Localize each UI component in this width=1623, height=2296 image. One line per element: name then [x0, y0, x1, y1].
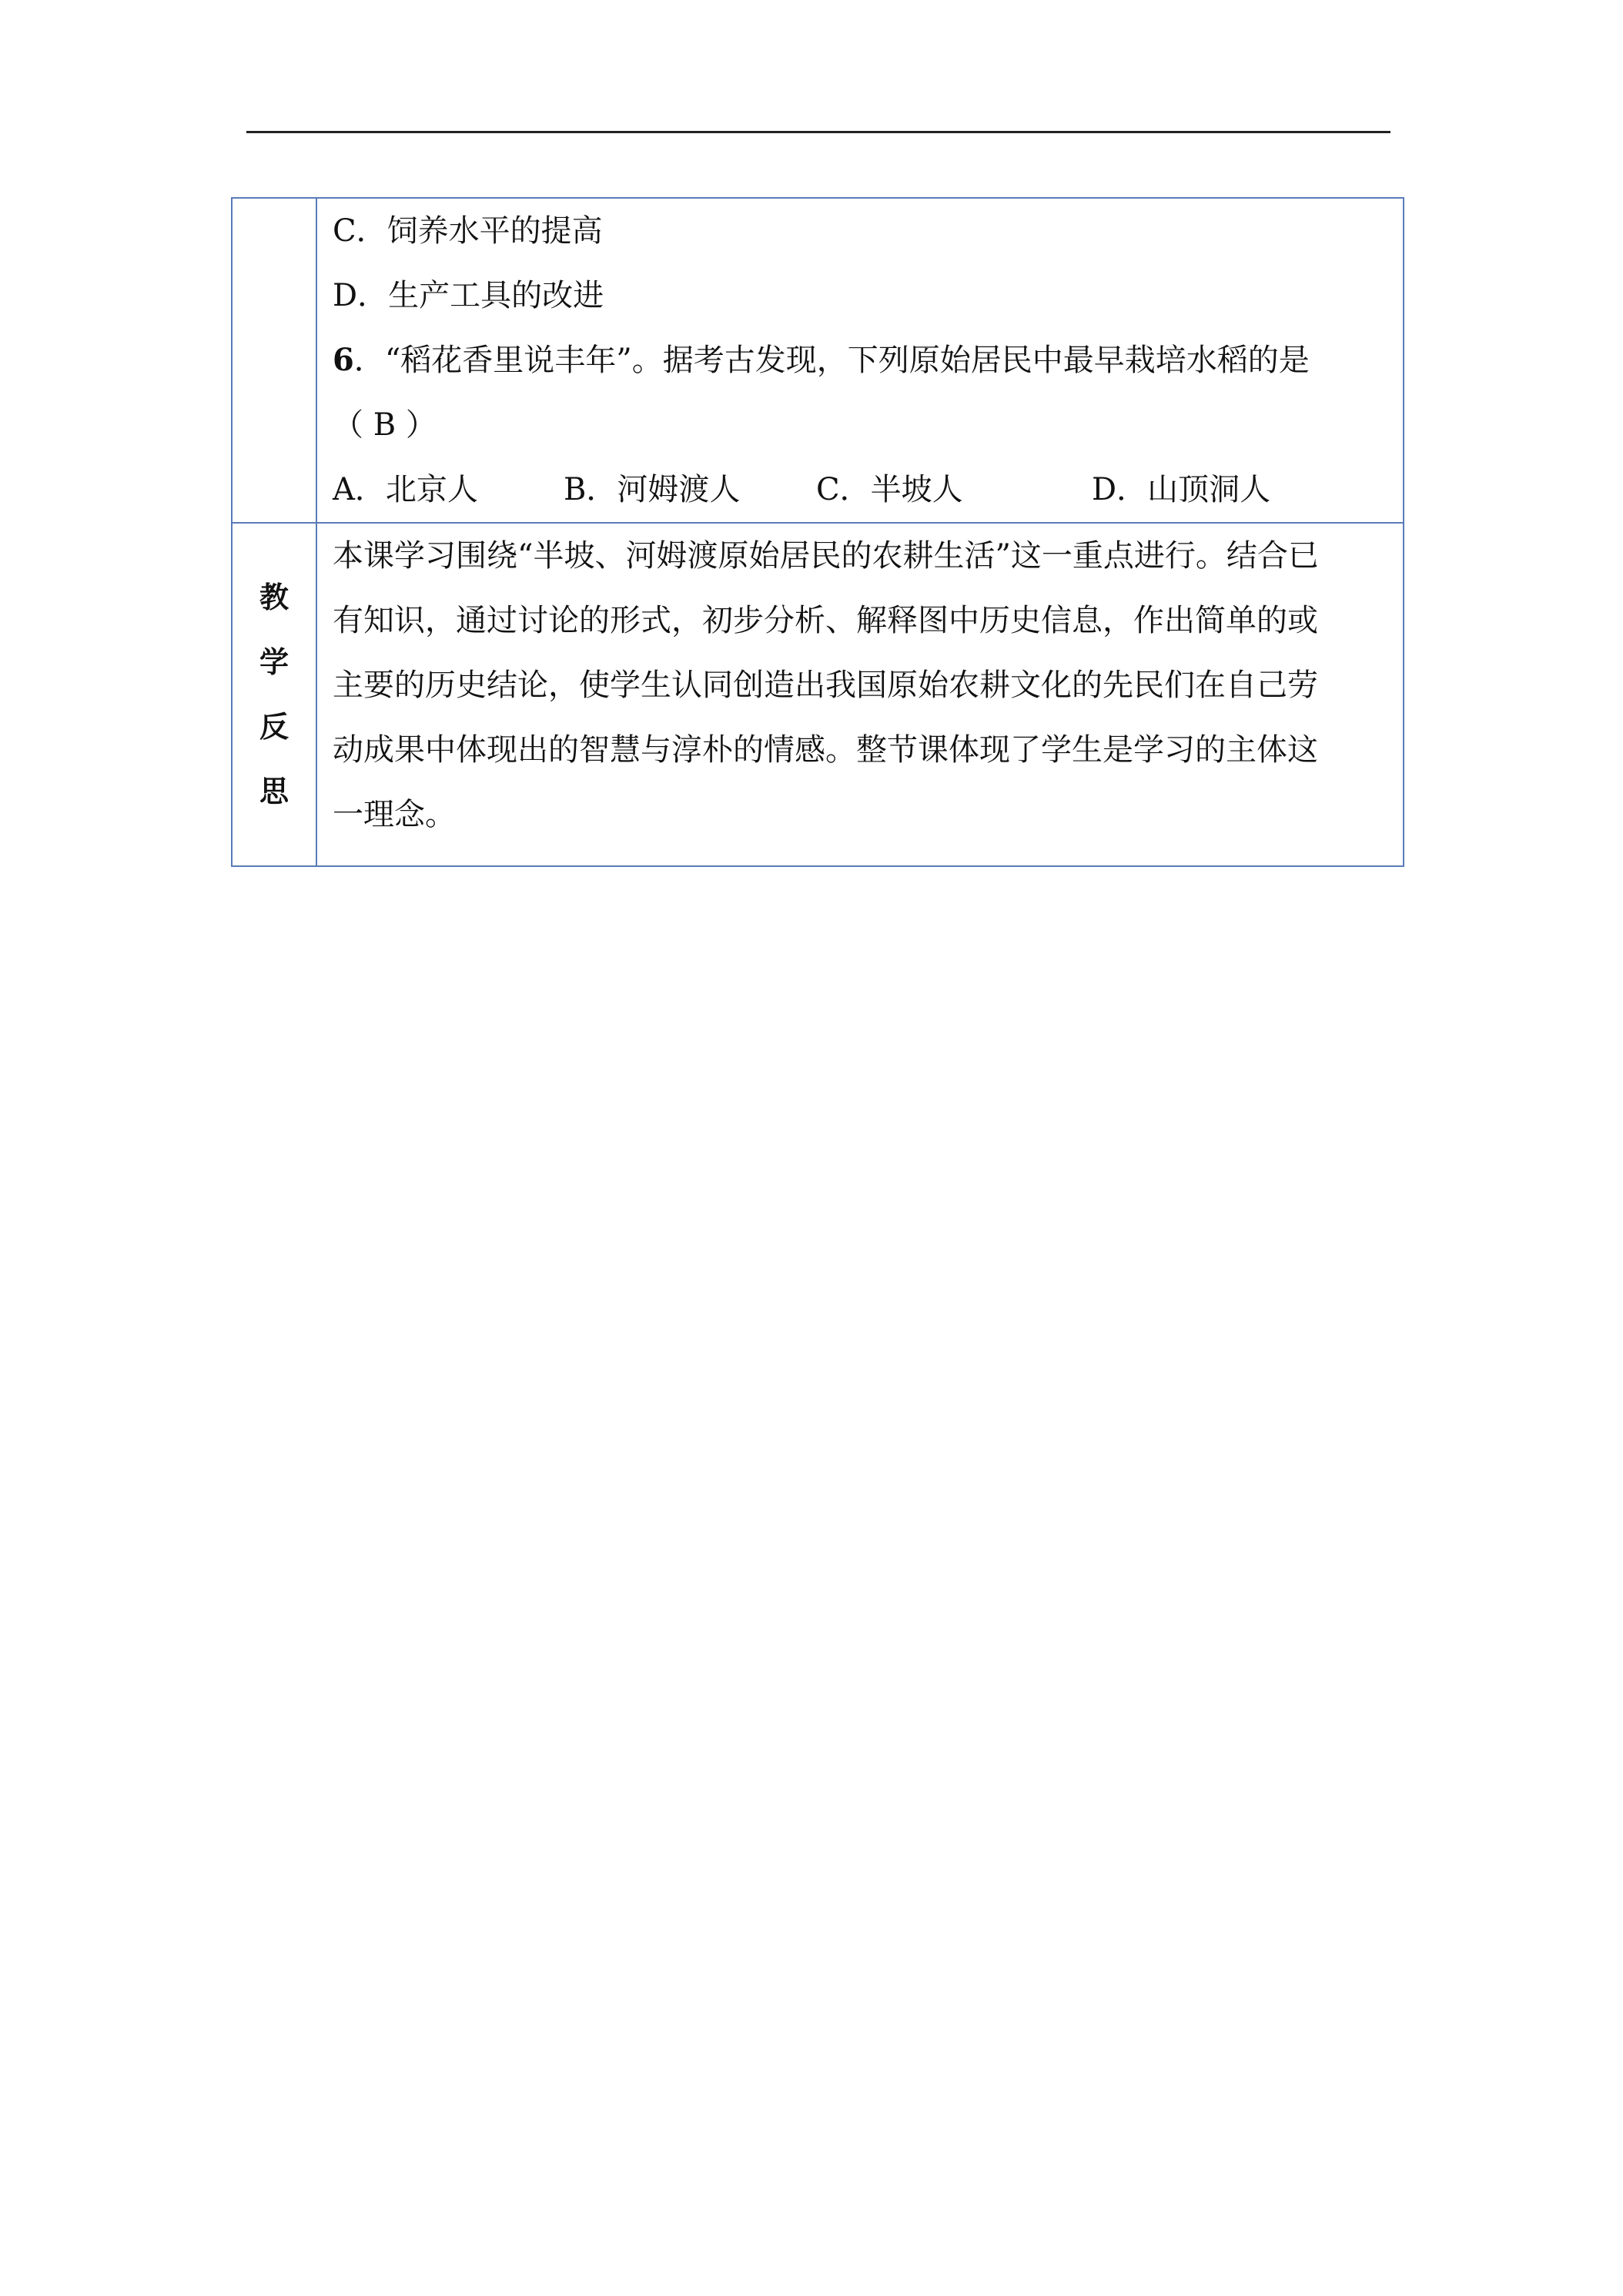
exercise-label-cell: [232, 198, 316, 523]
exercise-row: [232, 198, 1404, 523]
lesson-table: [231, 197, 1404, 867]
header-rule: [246, 131, 1390, 133]
question-6-text: [333, 328, 1394, 393]
question-6-options: [333, 457, 1394, 522]
question-6-stem: ．“稻花香里说丰年”。据考古发现，下列原始居民中最早栽培水稻的是: [353, 343, 1310, 378]
reflection-label-char-4: 思: [259, 775, 289, 808]
reflection-content-cell: [316, 523, 1404, 866]
reflection-line-5: 一理念。: [333, 797, 456, 832]
reflection-label-char-3: 反: [259, 710, 289, 744]
reflection-label-char-2: 学: [259, 645, 289, 679]
question-6-option-b: B．河姆渡人: [564, 472, 741, 507]
reflection-label-cell: [232, 523, 316, 866]
reflection-line-1: 本课学习围绕“半坡、河姆渡原始居民的农耕生活”这一重点进行。结合已: [333, 538, 1319, 574]
reflection-row: [232, 523, 1404, 866]
reflection-paragraph: [333, 524, 1394, 865]
reflection-line-3: 主要的历史结论，使学生认同创造出我国原始农耕文化的先民们在自己劳: [333, 668, 1318, 703]
question-6-option-d: D．山顶洞人: [1092, 472, 1271, 507]
option-d-text: D．生产工具的改进: [333, 278, 604, 313]
reflection-label-char-1: 教: [259, 581, 289, 614]
reflection-line-4: 动成果中体现出的智慧与淳朴的情感。整节课体现了学生是学习的主体这: [333, 732, 1318, 768]
question-6-answer: （ B ）: [333, 407, 437, 443]
question-6-option-a: A．北京人: [333, 472, 478, 507]
question-6-option-c: C．半坡人: [816, 472, 963, 507]
reflection-line-2: 有知识，通过讨论的形式，初步分析、解释图中历史信息，作出简单的或: [333, 603, 1318, 638]
exercise-content-cell: [316, 198, 1404, 523]
question-6-number: 6: [333, 342, 354, 378]
option-c-text: C．饲养水平的提高: [333, 213, 603, 249]
